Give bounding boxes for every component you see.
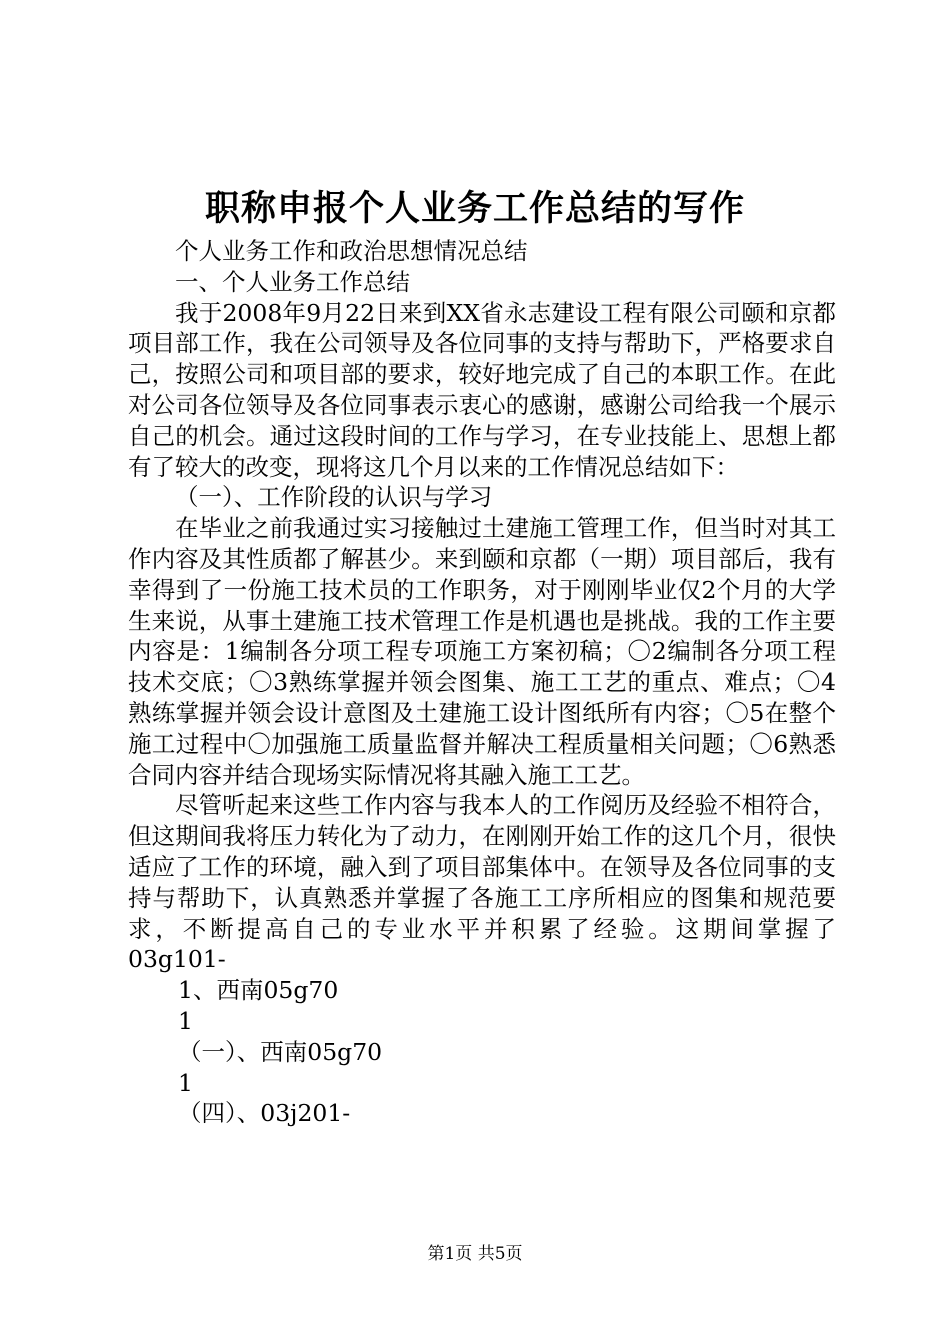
page-footer: 第1页 共5页 xyxy=(427,1244,523,1264)
paragraph: （四）、03j201- xyxy=(178,1099,351,1128)
paragraph: 尽管听起来这些工作内容与我本人的工作阅历及经验不相符合，但这期间我将压力转化为了动力，在刚刚开始工作的这几个月，很快适应了工作的环境，融入到了项目部集体中。在领导及各位同事的支持与帮助下，认真熟悉并掌握了各施工工序所相应的图集和规范要求，不断提高自己的专业水平并积累了经验。这期间掌握了03g101- xyxy=(128,791,836,974)
paragraph: 1 xyxy=(178,1006,193,1035)
paragraph: 1 xyxy=(178,1068,193,1097)
paragraph: （一）、西南05g70 xyxy=(178,1037,383,1066)
document-title: 职称申报个人业务工作总结的写作 xyxy=(204,188,745,229)
paragraph: 1、西南05g70 xyxy=(178,976,339,1005)
paragraph: 我于2008年9月22日来到XX省永志建设工程有限公司颐和京都项目部工作，我在公司领导及各位同事的支持与帮助下，严格要求自己，按照公司和项目部的要求，较好地完成了自己的本职工作。在此对公司各位领导及各位同事表示衷心的感谢，感谢公司给我一个展示自己的机会。通过这段时间的工作与学习，在专业技能上、思想上都有了较大的改变，现将这几个月以来的工作情况总结如下： xyxy=(128,298,836,481)
paragraph: 一、个人业务工作总结 xyxy=(175,267,410,296)
paragraph: 个人业务工作和政治思想情况总结 xyxy=(175,237,528,265)
paragraph: （一）、工作阶段的认识与学习 xyxy=(175,483,493,512)
paragraph: 在毕业之前我通过实习接触过土建施工管理工作，但当时对其工作内容及其性质都了解甚少。来到颐和京都（一期）项目部后，我有幸得到了一份施工技术员的工作职务，对于刚刚毕业仅2个月的大学生来说，从事土建施工技术管理工作是机遇也是挑战。我的工作主要内容是：1编制各分项工程专项施工方案初稿；〇2编制各分项工程技术交底；〇3熟练掌握并领会图集、施工工艺的重点、难点；〇4熟练掌握并领会设计意图及土建施工设计图纸所有内容；〇5在整个施工过程中〇加强施工质量监督并解决工程质量相关问题；〇6熟悉合同内容并结合现场实际情况将其融入施工工艺。 xyxy=(128,514,836,789)
document-body xyxy=(128,236,836,1129)
